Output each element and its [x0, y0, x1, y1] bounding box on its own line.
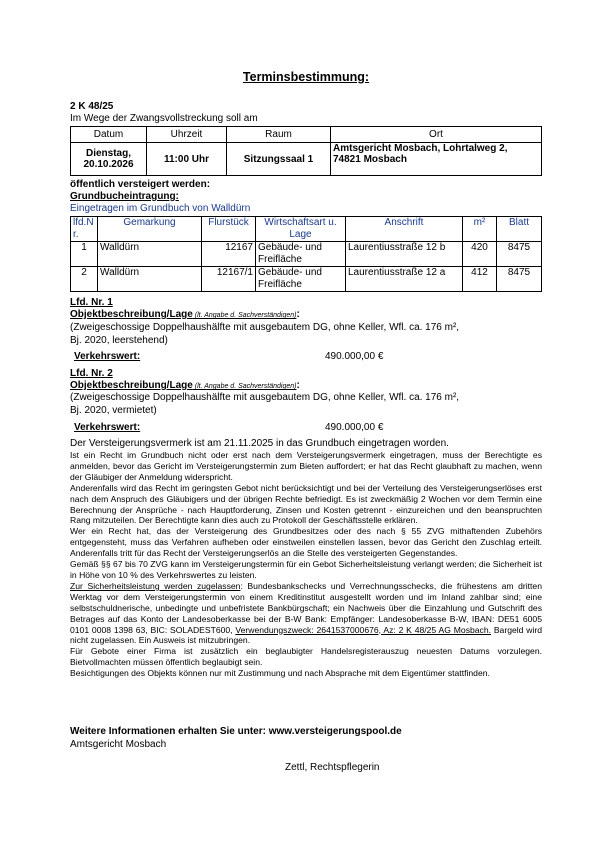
parcels-header-wirtschaftsart — [256, 217, 346, 242]
item-1-desc-heading: Objektbeschreibung/Lage — [70, 309, 193, 320]
parcels-header-anschrift: Anschrift — [346, 217, 463, 242]
item-1-desc-colon: : — [296, 309, 300, 320]
parcel-art — [256, 242, 346, 267]
schedule-time: 11:00 Uhr — [147, 143, 227, 176]
schedule-header-row — [71, 127, 542, 143]
auction-text: öffentlich versteigert werden: — [70, 179, 211, 190]
parcels-header-flurstueck: Flurstück — [202, 217, 256, 242]
parcel-art-line1: Gebäude- und — [258, 242, 322, 253]
schedule-date — [71, 143, 147, 176]
legal-notes — [70, 450, 542, 679]
item-1-desc-heading-line — [70, 309, 300, 322]
schedule-header-time: Uhrzeit — [147, 127, 227, 143]
parcel-flurstueck: 12167/1 — [202, 267, 256, 292]
item-2-desc-note: (lt. Angabe d. Sachverständigen) — [192, 383, 297, 390]
table-row — [71, 242, 542, 267]
table-row — [71, 267, 542, 292]
schedule-header-date: Datum — [71, 127, 147, 143]
item-1-value-label: Verkehrswert: — [74, 351, 141, 362]
parcels-header-gemarkung: Gemarkung — [98, 217, 202, 242]
item-1-desc-line1: (Zweigeschossige Doppelhaushälfte mit ausgebautem DG, ohne Keller, Wfl. ca. 176 m², — [70, 322, 460, 333]
parcels-header-wirtschaftsart-line1: Wirtschaftsart u. — [264, 217, 337, 228]
parcel-gemarkung: Walldürn — [98, 242, 202, 267]
item-2-desc-colon: : — [296, 380, 300, 391]
item-2-value: 490.000,00 € — [325, 422, 384, 433]
parcels-header-row — [71, 217, 542, 242]
schedule-place — [331, 143, 542, 176]
para-opposing: Wer ein Recht hat, das der Versteigerung des Grundbesitzes oder des nach § 55 ZVG mithaftenden Zubehörs entgegensteht, muss das Verfahren aufheben oder einstweilen einstellen lassen, bevor das Gericht den Zuschlag erteilt. Anderenfalls tritt für das Recht der Versteigerungserlös an die Stelle des versteigerten Gegenstandes. — [70, 526, 542, 559]
para-company: Für Gebote einer Firma ist zusätzlich ein beglaubigter Handelsregisterauszug neuesten Datums vorzulegen. Bietvollmachten müssen öffentlich beglaubigt sein. — [70, 646, 542, 668]
schedule-place-line2: 74821 Mosbach — [333, 154, 407, 165]
schedule-header-place: Ort — [331, 127, 542, 143]
intro-text: Im Wege der Zwangsvollstreckung soll am — [70, 113, 258, 124]
parcel-art-line2: Freifläche — [258, 279, 302, 290]
parcel-m2: 412 — [463, 267, 497, 292]
parcel-m2: 420 — [463, 242, 497, 267]
parcels-header-m2: m² — [463, 217, 497, 242]
para-allowed-text: : Bundesbankschecks und Verrechnungsschecks, die frühestens am dritten Werktag vor dem Versteigerungstermin von einem Kreditinstitut ausgestellt worden und im Inland zahlbar sind; eine selbstschuldnerische, unbedingte und unbefristete Bankbürgschaft; ein Nachweis über die Einzahlung und Gutschrift des Betrages auf das Konto der Landesoberkasse bei der B-W Bank: Empfänger: Landesoberkasse B-W, IBAN: DE51 6005 0101 0008 1398 63, BIC: SOLADEST600, — [70, 580, 542, 635]
item-2-value-label: Verkehrswert: — [74, 422, 141, 433]
parcels-header-wirtschaftsart-line2: Lage — [289, 229, 312, 240]
item-1-desc-note: (lt. Angabe d. Sachverständigen) — [192, 312, 297, 319]
item-1-number: Lfd. Nr. 1 — [70, 297, 113, 308]
schedule-table — [70, 126, 542, 176]
item-2-number: Lfd. Nr. 2 — [70, 368, 113, 379]
parcel-anschrift: Laurentiusstraße 12 b — [346, 242, 463, 267]
registration-note: Der Versteigerungsvermerk ist am 21.11.2025 in das Grundbuch eingetragen worden. — [70, 438, 449, 449]
para-allowed — [70, 581, 542, 646]
schedule-row — [71, 143, 542, 176]
item-1-desc-line2: Bj. 2020, leerstehend) — [70, 335, 168, 346]
item-1-value: 490.000,00 € — [325, 351, 384, 362]
parcel-flurstueck: 12167 — [202, 242, 256, 267]
schedule-date-weekday: Dienstag, — [85, 148, 131, 159]
court-name: Amtsgericht Mosbach — [70, 739, 167, 750]
parcel-lfd: 1 — [71, 242, 98, 267]
parcel-lfd: 2 — [71, 267, 98, 292]
more-info: Weitere Informationen erhalten Sie unter: www.versteigerungspool.de — [70, 726, 402, 737]
page-title: Terminsbestimmung: — [242, 70, 370, 84]
schedule-place-line1: Amtsgericht Mosbach, Lohrtalweg 2, — [333, 143, 508, 154]
schedule-header-room: Raum — [227, 127, 331, 143]
para-allowed-purpose: Verwendungszweck: 2641537000676, Az: 2 K 48/25 AG Mosbach. — [235, 624, 492, 635]
schedule-room: Sitzungssaal 1 — [227, 143, 331, 176]
para-viewing: Besichtigungen des Objekts können nur mit Zustimmung und nach Absprache mit dem Eigentümer stattfinden. — [70, 668, 490, 679]
parcel-anschrift: Laurentiusstraße 12 a — [346, 267, 463, 292]
para-security: Gemäß §§ 67 bis 70 ZVG kann im Versteigerungstermin für ein Gebot Sicherheitsleistung verlangt werden; die Sicherheit ist in Höhe von 10 % des Verkehrswertes zu leisten. — [70, 559, 542, 580]
parcel-art — [256, 267, 346, 292]
parcel-gemarkung: Walldürn — [98, 267, 202, 292]
para-otherwise: Anderenfalls wird das Recht im geringsten Gebot nicht berücksichtigt und bei der Verteilung des Versteigerungserlöses erst nach dem Anspruch des Gläubigers und der übrigen Rechte befriedigt. Es ist zweckmäßig 2 Wochen vor dem Termin eine Berechnung der Ansprüche - nach Hauptforderung, Zinsen und Kosten getrennt - einzureichen und den beanspruchten Rang mitzuteilen. Der Berechtigte kann dies auch zu Protokoll der Geschäftsstelle erklären. — [70, 482, 542, 526]
land-register-text: Eingetragen im Grundbuch von Walldürn — [70, 203, 251, 214]
item-2-desc-line2: Bj. 2020, vermietet) — [70, 405, 157, 416]
signature: Zettl, Rechtspflegerin — [285, 762, 380, 773]
parcels-header-lfd-line1: lfd.N — [73, 217, 94, 228]
parcel-blatt: 8475 — [497, 242, 542, 267]
parcel-art-line1: Gebäude- und — [258, 267, 322, 278]
parcels-header-lfd-line2: r. — [73, 229, 79, 240]
item-2-desc-line1: (Zweigeschossige Doppelhaushälfte mit ausgebautem DG, ohne Keller, Wfl. ca. 176 m², — [70, 392, 460, 403]
para-rights: Ist ein Recht im Grundbuch nicht oder erst nach dem Versteigerungsvermerk eingetragen, muss der Berechtigte es anmelden, bevor das Gericht im Versteigerungstermin zum Bieten auffordert; er hat das Recht glaubhaft zu machen, wenn der Gläubiger der Anmeldung widerspricht. — [70, 450, 542, 482]
item-2-desc-heading: Objektbeschreibung/Lage — [70, 380, 193, 391]
parcel-blatt: 8475 — [497, 267, 542, 292]
para-allowed-end: Bargeld wird nicht zugelassen. Ein Ausweis ist mitzubringen. — [70, 624, 542, 646]
parcels-header-blatt: Blatt — [497, 217, 542, 242]
case-number: 2 K 48/25 — [70, 101, 114, 112]
schedule-date-day: 20.10.2026 — [83, 159, 134, 170]
para-allowed-label: Zur Sicherheitsleistung werden zugelassen — [70, 580, 241, 591]
parcels-header-lfd — [71, 217, 98, 242]
parcels-table — [70, 216, 542, 292]
land-register-heading: Grundbucheintragung: — [70, 191, 179, 202]
parcel-art-line2: Freifläche — [258, 254, 302, 265]
